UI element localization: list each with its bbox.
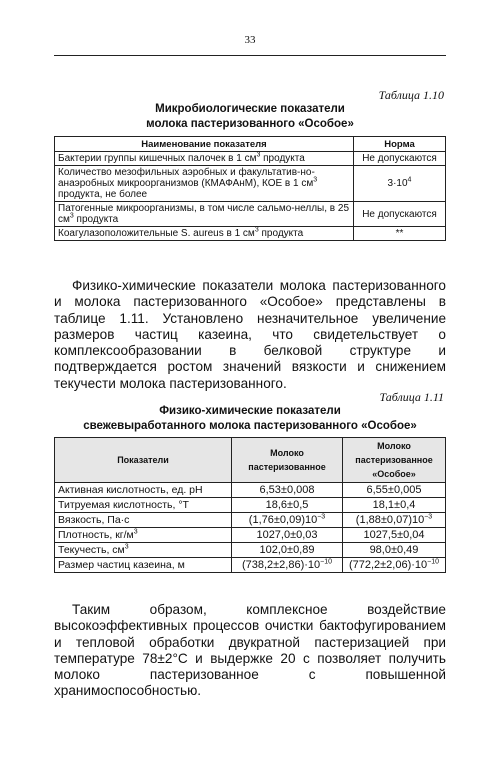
table-1-10 (54, 136, 446, 241)
value-cell: 18,6±0,5 (232, 498, 343, 513)
header-rule (54, 55, 446, 56)
column-header: Норма (354, 137, 446, 152)
norm-cell: Не допускаются (354, 152, 446, 166)
value-cell: 18,1±0,4 (343, 498, 446, 513)
norm-cell: ** (354, 227, 446, 241)
value-cell: $(1,76\pm 0,09)10^{-3}$ (232, 513, 343, 528)
indicator-cell: Бактерии группы кишечных палочек в 1 $см^3$ продукта (55, 152, 354, 166)
page-number: 33 (244, 34, 256, 46)
table-1-10-title-line1: Микробиологические показатели (155, 103, 345, 115)
table-row (55, 498, 446, 513)
table-row (55, 152, 446, 166)
table-row (55, 528, 446, 543)
table-1-11-label: Таблица 1.11 (379, 390, 444, 404)
indicator-cell: Титруемая кислотность, °Т (55, 498, 232, 513)
table-1-11 (54, 437, 446, 573)
table-row (55, 202, 446, 227)
body-paragraph-1: Физико-химические показатели молока пастеризованного и молока пастеризованного «Особое» представлены в таблице 1.11. Установлено незначительное увеличение размеров частиц казеина, что свидетельствует о комплексообразовании в белковой структуре и подтверждается ростом значений вязкости и снижением текучести молока пастеризованного. (54, 278, 446, 391)
indicator-cell: Патогенные микроорганизмы, в том числе сальмо-неллы, в 25 $см^3$ продукта (55, 202, 354, 227)
table-row (55, 166, 446, 202)
column-header: Молоко пастеризованное «Особое» (343, 438, 446, 483)
column-header: Наименование показателя (55, 137, 354, 152)
table-1-11-title (54, 404, 446, 434)
table-row (55, 513, 446, 528)
indicator-cell: Коагулазоположительные S. aureus в 1 $см^3$ продукта (55, 227, 354, 241)
value-cell: 102,0±0,89 (232, 543, 343, 558)
table-1-10-title-line2: молока пастеризованного «Особое» (146, 118, 354, 130)
norm-cell: Не допускаются (354, 202, 446, 227)
indicator-cell: Размер частиц казеина, м (55, 558, 232, 573)
value-cell: 1027,5±0,04 (343, 528, 446, 543)
indicator-cell: Плотность, $кг/м^3$ (55, 528, 232, 543)
indicator-cell: Активная кислотность, ед. pH (55, 483, 232, 498)
table-1-11-title-line2: свежевыработанного молока пастеризованного «Особое» (83, 420, 417, 432)
indicator-cell: Текучесть, $см^3$ (55, 543, 232, 558)
value-cell: 6,55±0,005 (343, 483, 446, 498)
value-cell: 6,53±0,008 (232, 483, 343, 498)
table-1-10-label: Таблица 1.10 (378, 88, 444, 102)
table-row (55, 558, 446, 573)
table-1-10-title (54, 102, 446, 132)
value-cell: $(772,2\pm 2,06)\cdot 10^{-10}$ (343, 558, 446, 573)
value-cell: $(1,88\pm 0,07)10^{-3}$ (343, 513, 446, 528)
column-header: Показатели (55, 438, 232, 483)
table-header-row (55, 137, 446, 152)
value-cell: 1027,0±0,03 (232, 528, 343, 543)
table-1-11-title-line1: Физико-химические показатели (159, 405, 341, 417)
body-paragraph-2: Таким образом, комплексное воздействие высокоэффективных процессов очистки бактофугированием и тепловой обработки двукратной пастеризацией при температуре 78±2°С и выдержке 20 с позволяет получить молоко пастеризованное с повышенной хранимоспособностью. (54, 602, 446, 699)
table-row (55, 483, 446, 498)
indicator-cell: Вязкость, Па·с (55, 513, 232, 528)
value-cell: $(738,2\pm 2,86)\cdot 10^{-10}$ (232, 558, 343, 573)
table-row (55, 543, 446, 558)
table-row (55, 227, 446, 241)
indicator-cell: Количество мезофильных аэробных и факультатив-но-анаэробных микроорганизмов (КМАФАнМ), КОЕ в 1 $см^3$ продукта, не более (55, 166, 354, 202)
table-header-row (55, 438, 446, 483)
norm-cell: $3\cdot 10^4$ (354, 166, 446, 202)
column-header: Молоко пастеризованное (232, 438, 343, 483)
value-cell: 98,0±0,49 (343, 543, 446, 558)
